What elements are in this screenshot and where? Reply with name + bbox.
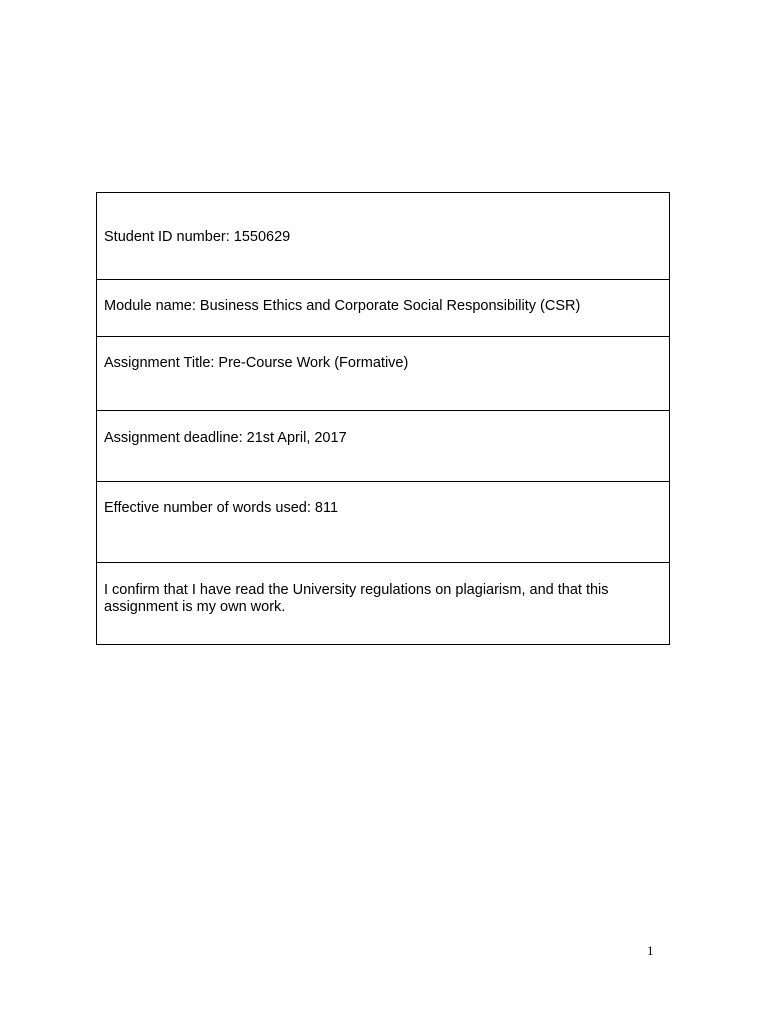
plagiarism-declaration-row: I confirm that I have read the University regulations on plagiarism, and that this assignment is my own work. xyxy=(104,582,609,615)
word-count-row: Effective number of words used: 811 xyxy=(97,482,669,563)
assignment-title-row: Assignment Title: Pre-Course Work (Formative) xyxy=(97,337,669,411)
module-name-row: Module name: Business Ethics and Corporate Social Responsibility (CSR) xyxy=(97,280,669,337)
page-number: 1 xyxy=(647,943,654,958)
cover-sheet-table xyxy=(96,192,670,645)
student-id-row: Student ID number: 1550629 xyxy=(97,193,669,280)
assignment-deadline-row: Assignment deadline: 21st April, 2017 xyxy=(97,411,669,482)
